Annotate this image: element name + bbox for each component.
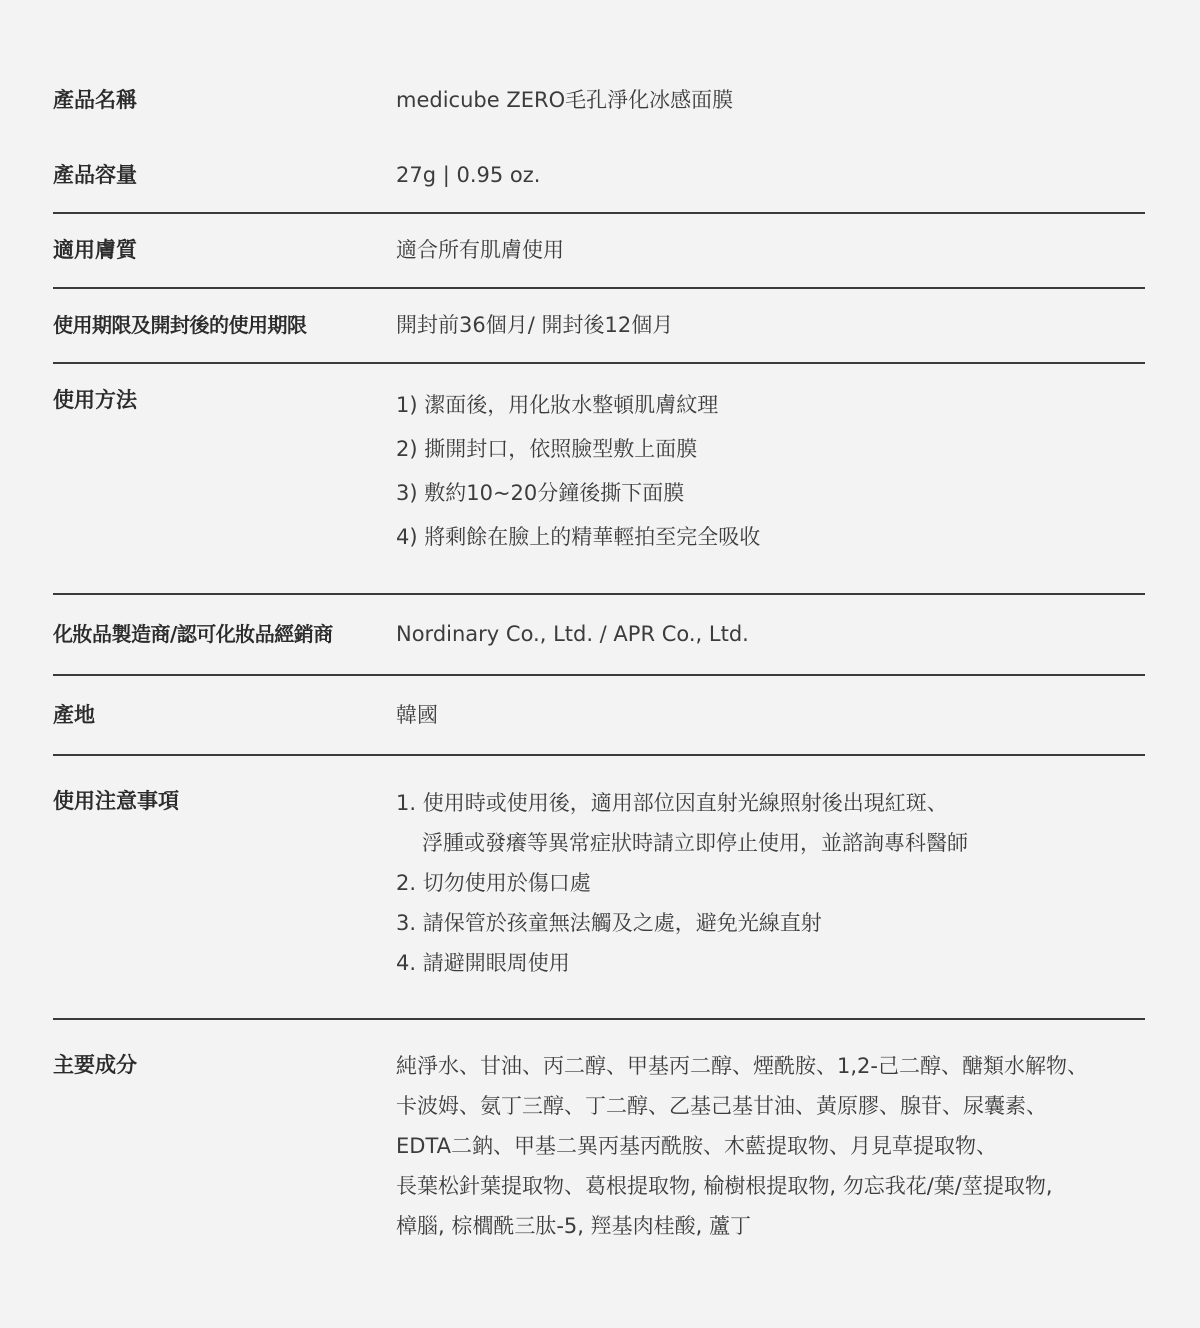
usage-steps: [396, 383, 1145, 559]
label-skin-type: 適用膚質: [53, 238, 137, 262]
ingredients-list: [396, 1046, 1145, 1246]
usage-step: 1) 潔面後，用化妝水整頓肌膚紋理: [396, 393, 719, 417]
row-product-name: [53, 85, 1145, 145]
usage-step: 3) 敷約10~20分鐘後撕下面膜: [396, 481, 685, 505]
value-expiry: 開封前36個月/ 開封後12個月: [396, 313, 674, 337]
row-expiry: [53, 310, 1145, 364]
usage-step: 2) 撕開封口，依照臉型敷上面膜: [396, 437, 698, 461]
value-capacity: 27g | 0.95 oz.: [396, 163, 541, 187]
usage-step: 4) 將剩餘在臉上的精華輕拍至完全吸收: [396, 525, 761, 549]
caution-line: 3. 請保管於孩童無法觸及之處，避免光線直射: [396, 911, 822, 935]
row-origin: [53, 700, 1145, 756]
row-capacity: [53, 160, 1145, 214]
value-skin-type: 適合所有肌膚使用: [396, 238, 564, 262]
ingredients-line: 卡波姆、氨丁三醇、丁二醇、乙基己基甘油、黃原膠、腺苷、尿囊素、: [396, 1094, 1047, 1118]
row-caution: [53, 786, 1145, 1020]
label-product-name: 產品名稱: [53, 88, 137, 112]
row-skin-type: [53, 235, 1145, 289]
caution-line: 浮腫或發癢等異常症狀時請立即停止使用，並諮詢專科醫師: [422, 831, 968, 855]
ingredients-line: 長葉松針葉提取物、葛根提取物, 榆樹根提取物, 勿忘我花/葉/莖提取物,: [396, 1174, 1053, 1198]
label-expiry: 使用期限及開封後的使用期限: [53, 313, 307, 337]
label-origin: 產地: [53, 703, 95, 727]
ingredients-line: 樟腦, 棕櫚酰三肽-5, 羥基肉桂酸, 蘆丁: [396, 1214, 751, 1238]
caution-line: 1. 使用時或使用後，適用部位因直射光線照射後出現紅斑、: [396, 791, 948, 815]
label-capacity: 產品容量: [53, 163, 137, 187]
ingredients-line: EDTA二鈉、甲基二異丙基丙酰胺、木藍提取物、月見草提取物、: [396, 1134, 997, 1158]
ingredients-line: 純淨水、甘油、丙二醇、甲基丙二醇、煙酰胺、1,2-己二醇、醣類水解物、: [396, 1054, 1088, 1078]
value-product-name: medicube ZERO毛孔淨化冰感面膜: [396, 88, 734, 112]
label-usage: 使用方法: [53, 388, 137, 412]
row-usage: [53, 385, 1145, 595]
row-ingredients: [53, 1050, 1145, 1260]
caution-line: 4. 請避開眼周使用: [396, 951, 570, 975]
value-manufacturer: Nordinary Co., Ltd. / APR Co., Ltd.: [396, 622, 749, 646]
label-manufacturer: 化妝品製造商/認可化妝品經銷商: [53, 622, 333, 646]
label-ingredients: 主要成分: [53, 1053, 137, 1077]
caution-line: 2. 切勿使用於傷口處: [396, 871, 591, 895]
row-manufacturer: [53, 619, 1145, 676]
value-origin: 韓國: [396, 703, 438, 727]
caution-list: [396, 783, 1145, 983]
label-caution: 使用注意事項: [53, 789, 179, 813]
